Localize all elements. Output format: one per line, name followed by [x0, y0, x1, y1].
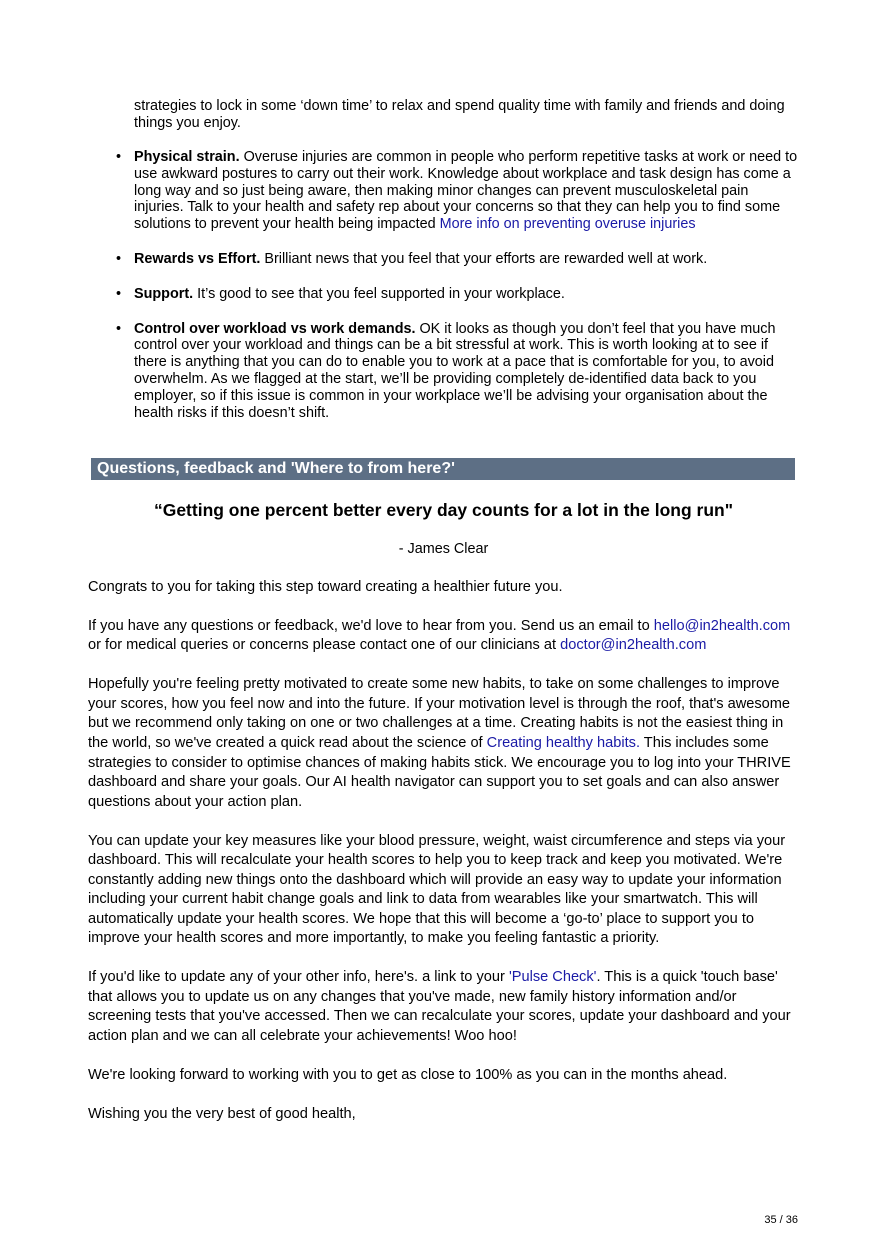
bullet-text: Brilliant news that you feel that your efforts are rewarded well at work. — [260, 250, 708, 267]
section-heading-bar: Questions, feedback and 'Where to from here?' — [91, 458, 795, 480]
motivation-text-post: This includes some strategies to consider to optimise chances of making habits stick. We encourage you to log into your THRIVE dashboard and share your goals. Our AI health navigator can support you to set goals and can also answer questions about your action plan. — [88, 734, 791, 810]
creating-healthy-habits-link[interactable]: Creating healthy habits. — [486, 734, 640, 751]
bullet-lead: Physical strain. — [134, 149, 240, 165]
bullet-physical-strain — [116, 149, 799, 233]
hello-email-link[interactable]: hello@in2health.com — [653, 617, 791, 634]
motivation-paragraph — [88, 675, 800, 812]
motivation-text: Hopefully you're feeling pretty motivated to create some new habits, to take on some challenges to improve your scores, how you feel now and into the future. If your motivation level is through the roof, that's awesome but we recommend only taking on one or two challenges at a time. Creating habits is not the easiest thing in the world, so we've created a quick read about the science of — [88, 676, 791, 751]
bullet-control-over-workload — [116, 321, 799, 422]
pulse-text-post: . This is a quick 'touch base' that allows you to update us on any changes that you've made, new family history information and/or screening tests that you've accessed. Then we can recalculate your scores, update your dashboard and your action plan and we can all celebrate your achievements! Woo hoo! — [88, 969, 791, 1045]
continuation-text: strategies to lock in some ‘down time’ to relax and spend quality time with family and friends and doing things you enjoy. — [134, 98, 785, 131]
bullet-text: Overuse injuries are common in people who perform repetitive tasks at work or need to use awkward postures to carry out their work. Knowledge about workplace and task design has come a long way and so just being aware, then making minor changes can prevent musculoskeletal pain injuries. Talk to your health and safety rep about your concerns so that they can help you to find some solutions to prevent your health being impacted — [134, 149, 798, 233]
page-number: 35 / 36 — [764, 1214, 798, 1226]
contact-paragraph — [88, 617, 800, 656]
pulse-check-link[interactable]: 'Pulse Check' — [508, 969, 597, 986]
pulse-check-paragraph — [88, 968, 800, 1046]
bullet-text: OK it looks as though you don’t feel that you have much control over your workload and things can be a bit stressful at work. This is worth looking at to see if there is anything that you can do to enable you to work at a pace that is comfortable for you, to avoid overwhelm. As we flagged at the start, we’ll be providing completely de-identified data back to you employer, so if this issue is common in your workplace we’ll be advising your organisation about the health risks if this doesn’t shift. — [134, 320, 776, 421]
contact-text: If you have any questions or feedback, we'd love to hear from you. Send us an email to — [88, 617, 654, 634]
congrats-paragraph: Congrats to you for taking this step toward creating a healthier future you. — [88, 579, 563, 595]
pulse-text: If you'd like to update any of your other info, here's. a link to your — [88, 969, 509, 986]
dashboard-paragraph: You can update your key measures like your blood pressure, weight, waist circumference and steps via your dashboard. This will recalculate your health scores to help you to keep track and keep you motivated. We're constantly adding new things onto the dashboard which will provide an easy way to update your information including your current habit change goals and link to data from wearables like your smartwatch. This will automatically update your health scores. We hope that this will become a ‘go-to’ place to support you to improve your health scores and more importantly, to make you feeling fantastic a priority. — [88, 832, 786, 947]
bullet-lead: Control over workload vs work demands. — [134, 320, 416, 337]
bullet-rewards-vs-effort — [116, 251, 799, 268]
closing-body — [88, 578, 800, 1143]
bullet-marker: • — [116, 320, 122, 337]
quote-author: - James Clear — [398, 541, 489, 557]
bullet-marker: • — [116, 250, 122, 267]
contact-text-mid: or for medical queries or concerns please contact one of our clinicians at — [88, 637, 561, 654]
bullet-support — [116, 286, 799, 303]
bullet-lead: Rewards vs Effort. — [134, 250, 261, 267]
quote-text: “Getting one percent better every day counts for a lot in the long run" — [153, 500, 734, 520]
bullet-marker: • — [116, 285, 122, 302]
looking-forward-paragraph: We're looking forward to working with you to get as close to 100% as you can in the months ahead. — [88, 1066, 728, 1083]
closing-paragraph: Wishing you the very best of good health, — [88, 1105, 356, 1122]
bullet-text: It’s good to see that you feel supported in your workplace. — [193, 285, 565, 302]
overuse-injuries-link[interactable]: More info on preventing overuse injuries — [439, 216, 696, 233]
doctor-email-link[interactable]: doctor@in2health.com — [560, 637, 707, 654]
bullet-marker: • — [116, 149, 122, 165]
workplace-bullet-list — [116, 149, 799, 439]
bullet-lead: Support. — [134, 285, 194, 302]
